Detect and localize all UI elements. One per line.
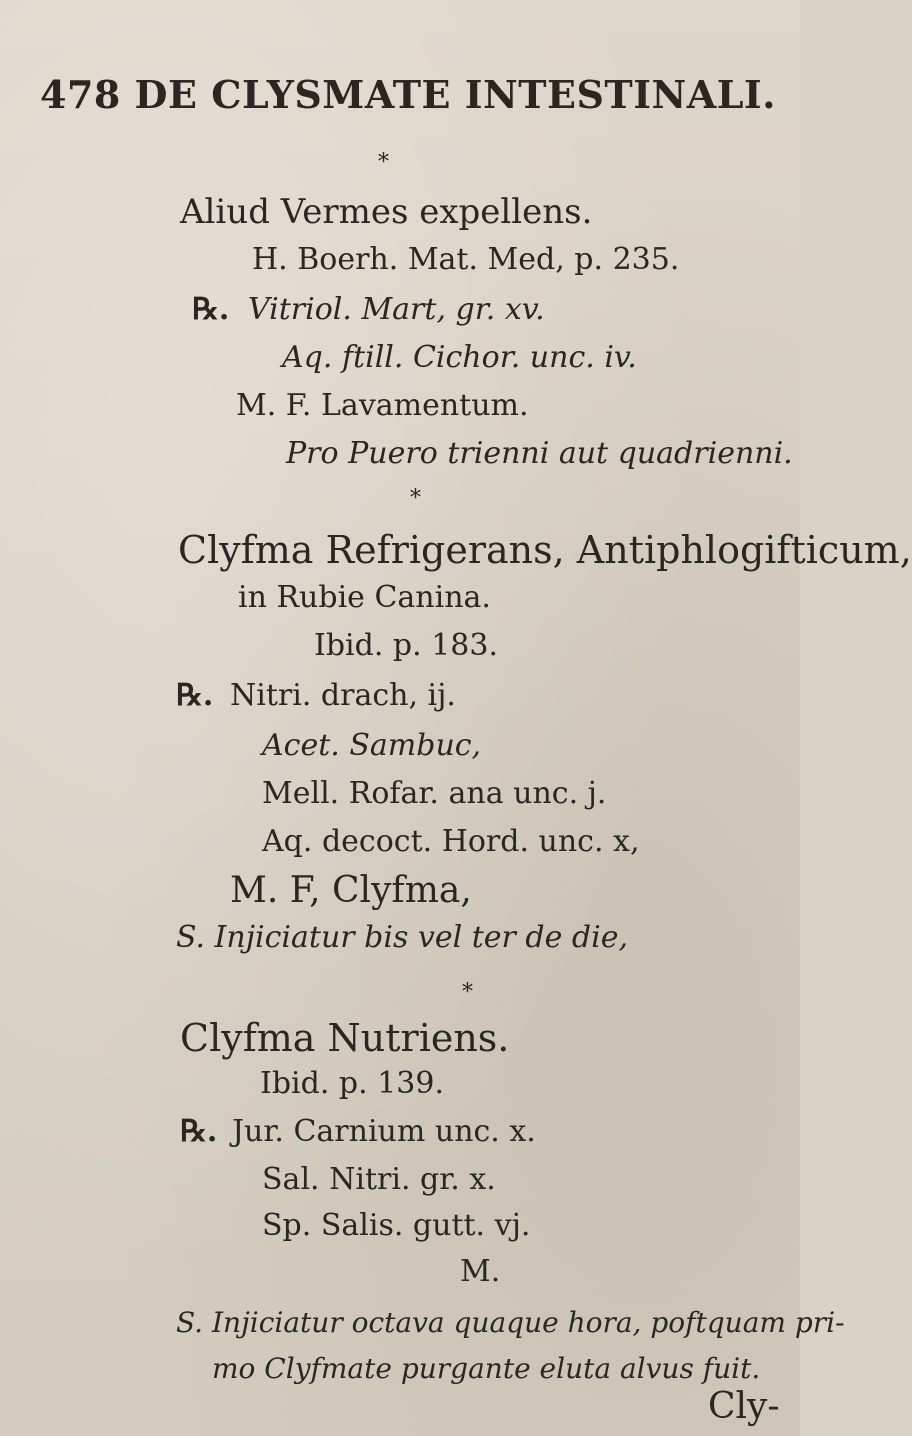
ingredient-line: Vitriol. Mart, gr. xv.: [248, 292, 545, 327]
ingredient-line: Sp. Salis. gutt. vj.: [262, 1208, 531, 1243]
section-star: *: [378, 150, 389, 175]
running-header: 478 DE CLYSMATE INTESTINALI.: [40, 72, 776, 117]
catchword: Cly-: [708, 1386, 780, 1427]
recipe-symbol: ℞.: [180, 1114, 218, 1149]
ingredient-line: Jur. Carnium unc. x.: [232, 1114, 536, 1149]
ingredient-line: Mell. Rofar. ana unc. j.: [262, 776, 607, 811]
section-title: Clyfma Nutriens.: [180, 1016, 510, 1060]
ingredient-line: Aq. decoct. Hord. unc. x,: [262, 824, 640, 859]
instruction-line: mo Clyfmate purgante eluta alvus fuit.: [212, 1352, 761, 1385]
source-reference: Ibid. p. 139.: [260, 1066, 444, 1101]
ingredient-line: Nitri. drach, ij.: [230, 678, 456, 713]
instruction-line: S. Injiciatur bis vel ter de die,: [176, 920, 628, 955]
recipe-symbol: ℞.: [176, 678, 214, 713]
ingredient-line: Sal. Nitri. gr. x.: [262, 1162, 496, 1197]
instruction-line: M. F. Lavamentum.: [236, 388, 529, 423]
section-star: *: [410, 486, 421, 511]
section-title: Aliud Vermes expellens.: [180, 192, 593, 232]
section-title: Clyfma Refrigerans, Antiphlogifticum,: [178, 528, 912, 572]
section-subtitle: in Rubie Canina.: [238, 580, 491, 615]
instruction-line: M. F, Clyfma,: [230, 870, 472, 911]
instruction-line: Pro Puero trienni aut quadrienni.: [286, 436, 793, 471]
source-reference: Ibid. p. 183.: [314, 628, 498, 663]
instruction-line: M.: [460, 1254, 501, 1289]
ingredient-line: Aq. ftill. Cichor. unc. iv.: [282, 340, 637, 375]
ingredient-line: Acet. Sambuc,: [262, 728, 482, 763]
instruction-line: S. Injiciatur octava quaque hora, poftquam pri-: [176, 1306, 845, 1339]
section-star: *: [462, 980, 473, 1005]
source-reference: H. Boerh. Mat. Med, p. 235.: [252, 242, 680, 277]
recipe-symbol: ℞.: [192, 292, 230, 327]
